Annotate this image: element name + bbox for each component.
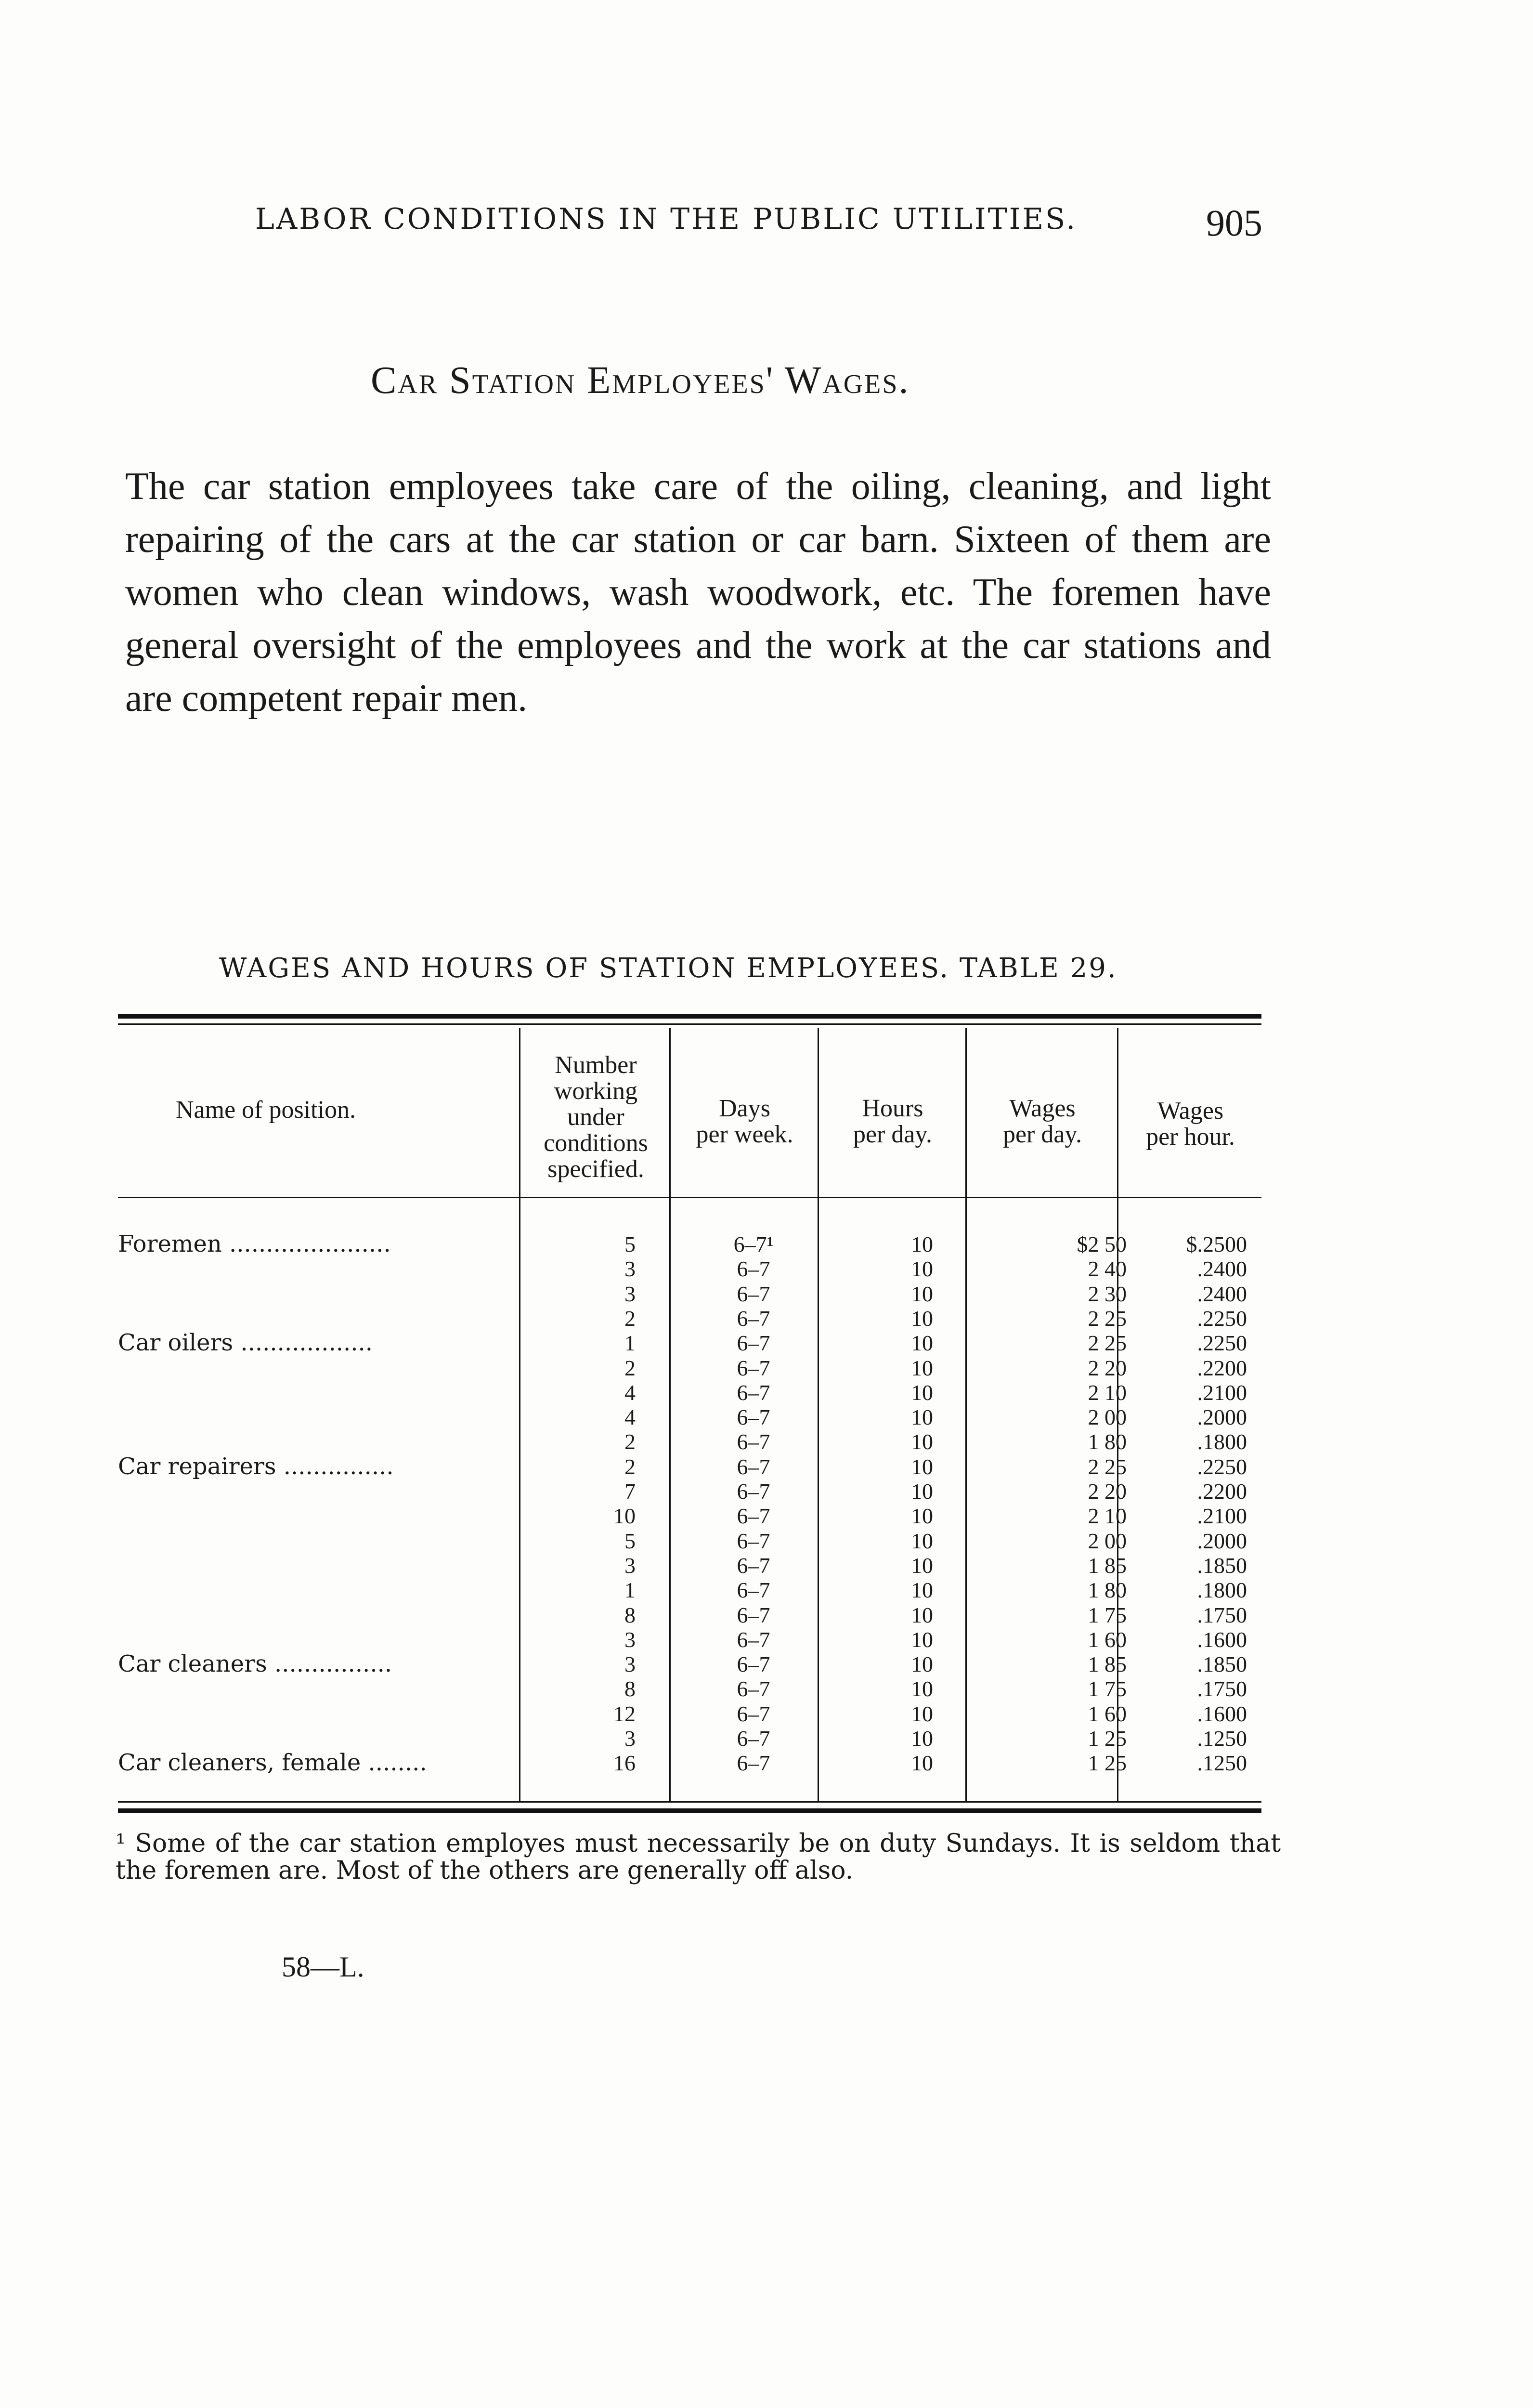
wages-per-hour-cell: .1750: [1197, 1676, 1247, 1701]
page-number: 905: [1206, 202, 1262, 244]
table-title: WAGES AND HOURS OF STATION EMPLOYEES. TABLE 29.: [219, 953, 1117, 984]
header-line: Wages: [1009, 1095, 1076, 1122]
table-row: [0, 1553, 1533, 1578]
number-working-cell: 3: [624, 1553, 636, 1578]
wages-per-day-cell: 1 85: [1088, 1553, 1127, 1578]
wages-per-hour-cell: $.2500: [1186, 1232, 1247, 1256]
days-per-week-cell: 6–7: [737, 1429, 770, 1454]
table-row: [0, 1429, 1533, 1454]
hours-per-day-cell: 10: [911, 1553, 933, 1578]
number-working-cell: 3: [624, 1652, 636, 1677]
wages-per-day-cell: 2 25: [1088, 1454, 1127, 1479]
table-row: [0, 1232, 1533, 1256]
table-row: [0, 1504, 1533, 1528]
wages-per-day-cell: 1 75: [1088, 1602, 1127, 1627]
days-per-week-cell: 6–7: [737, 1751, 770, 1776]
header-line: per day.: [853, 1121, 933, 1148]
wages-per-hour-cell: .1250: [1197, 1726, 1247, 1751]
wages-per-day-cell: 1 85: [1088, 1652, 1127, 1677]
hours-per-day-cell: 10: [911, 1232, 933, 1256]
days-per-week-cell: 6–7: [737, 1331, 770, 1356]
number-working-cell: 2: [624, 1429, 636, 1454]
number-working-cell: 10: [613, 1504, 636, 1529]
wages-per-hour-cell: .2000: [1197, 1405, 1247, 1430]
header-line: specified.: [547, 1155, 644, 1183]
days-per-week-cell: 6–7: [737, 1306, 770, 1331]
hours-per-day-cell: 10: [911, 1528, 933, 1553]
number-working-cell: 3: [624, 1726, 636, 1751]
hours-per-day-cell: 10: [911, 1602, 933, 1627]
header-line: per hour.: [1146, 1123, 1235, 1151]
wages-per-hour-cell: .1800: [1197, 1429, 1247, 1454]
days-per-week-cell: 6–7: [737, 1380, 770, 1405]
table-row: [0, 1627, 1533, 1652]
wages-per-day-cell: 2 20: [1088, 1479, 1127, 1504]
hours-per-day-cell: 10: [911, 1355, 933, 1380]
wages-per-hour-cell: .1800: [1197, 1578, 1247, 1603]
wages-per-hour-cell: .1600: [1197, 1701, 1247, 1726]
table-row: [0, 1578, 1533, 1602]
position-name-cell: Car cleaners ................: [118, 1650, 392, 1678]
table-bottom-rule-thick: [118, 1808, 1261, 1813]
number-working-cell: 5: [624, 1528, 636, 1553]
number-working-cell: 3: [624, 1281, 636, 1306]
header-line: under: [567, 1103, 624, 1131]
number-working-cell: 4: [624, 1380, 636, 1405]
days-per-week-cell: 6–7: [737, 1281, 770, 1306]
wages-per-hour-cell: .2200: [1197, 1479, 1247, 1504]
days-per-week-cell: 6–7: [737, 1256, 770, 1282]
wages-per-hour-cell: .2250: [1197, 1331, 1247, 1356]
table-top-rule-thin: [118, 1023, 1261, 1025]
hours-per-day-cell: 10: [911, 1256, 933, 1282]
hours-per-day-cell: 10: [911, 1676, 933, 1701]
table-row: [0, 1652, 1533, 1676]
days-per-week-cell: 6–7: [737, 1553, 770, 1578]
hours-per-day-cell: 10: [911, 1429, 933, 1454]
wages-per-day-cell: 2 30: [1088, 1281, 1127, 1306]
wages-per-hour-cell: .2000: [1197, 1528, 1247, 1553]
days-per-week-cell: 6–7: [737, 1726, 770, 1751]
hours-per-day-cell: 10: [911, 1479, 933, 1504]
number-working-cell: 12: [613, 1701, 636, 1726]
number-working-cell: 16: [613, 1751, 636, 1776]
header-line: Wages: [1157, 1097, 1224, 1125]
hours-per-day-cell: 10: [911, 1405, 933, 1430]
footnote: ¹ Some of the car station employes must necessarily be on duty Sundays. It is seldom that the foremen are. Most of the others are generally off also.: [116, 1829, 1281, 1885]
wages-per-day-cell: 1 25: [1088, 1751, 1127, 1776]
hours-per-day-cell: 10: [911, 1306, 933, 1331]
position-name-cell: Car oilers ..................: [118, 1329, 373, 1357]
table-row: [0, 1603, 1533, 1627]
table-row: [0, 1751, 1533, 1775]
wages-per-hour-cell: .2200: [1197, 1355, 1247, 1380]
wages-per-day-cell: 1 25: [1088, 1726, 1127, 1751]
hours-per-day-cell: 10: [911, 1454, 933, 1479]
table-row: [0, 1701, 1533, 1726]
days-per-week-cell: 6–7: [737, 1405, 770, 1430]
header-name-of-position: Name of position.: [176, 1096, 356, 1124]
position-name-cell: Foremen ......................: [118, 1230, 391, 1257]
header-line: per day.: [1002, 1121, 1082, 1148]
wages-per-day-cell: 1 60: [1088, 1701, 1127, 1726]
wages-per-day-cell: 1 60: [1088, 1627, 1127, 1652]
header-line: Hours: [862, 1095, 923, 1122]
wages-per-day-cell: 2 40: [1088, 1256, 1127, 1282]
hours-per-day-cell: 10: [911, 1627, 933, 1652]
wages-per-day-cell: 2 25: [1088, 1331, 1127, 1356]
hours-per-day-cell: 10: [911, 1751, 933, 1776]
header-bottom-rule: [118, 1197, 1261, 1198]
wages-per-hour-cell: .1850: [1197, 1553, 1247, 1578]
wages-per-day-cell: $2 50: [1077, 1232, 1127, 1256]
hours-per-day-cell: 10: [911, 1652, 933, 1677]
wages-per-day-cell: 2 10: [1088, 1380, 1127, 1405]
table-row: [0, 1479, 1533, 1504]
days-per-week-cell: 6–7: [737, 1652, 770, 1677]
days-per-week-cell: 6–7: [737, 1355, 770, 1380]
header-line: conditions: [544, 1129, 648, 1157]
table-top-rule-thick: [118, 1014, 1261, 1019]
section-title: Car Station Employees' Wages.: [371, 359, 910, 402]
table-row: [0, 1676, 1533, 1701]
header-line: per week.: [696, 1121, 793, 1148]
wages-per-hour-cell: .2100: [1197, 1504, 1247, 1529]
table-row: [0, 1380, 1533, 1405]
position-name-cell: Car cleaners, female ........: [118, 1749, 427, 1777]
days-per-week-cell: 6–7: [737, 1528, 770, 1553]
hours-per-day-cell: 10: [911, 1578, 933, 1603]
number-working-cell: 4: [624, 1405, 636, 1430]
position-name-cell: Car repairers ...............: [118, 1453, 394, 1480]
wages-per-day-cell: 2 10: [1088, 1504, 1127, 1529]
body-paragraph: The car station employees take care of the oiling, cleaning, and light repairing of the cars at the car station or car barn. Sixteen of them are women who clean windows, wash woodwork, etc. The foremen have general oversight of the employees and the work at the car stations and are competent repair men.: [125, 465, 1271, 720]
hours-per-day-cell: 10: [911, 1726, 933, 1751]
hours-per-day-cell: 10: [911, 1504, 933, 1529]
wages-per-hour-cell: .1850: [1197, 1652, 1247, 1677]
hours-per-day-cell: 10: [911, 1281, 933, 1306]
wages-per-hour-cell: .1250: [1197, 1751, 1247, 1776]
table-row: [0, 1726, 1533, 1751]
table-row: [0, 1306, 1533, 1331]
days-per-week-cell: 6–7: [737, 1504, 770, 1529]
wages-per-day-cell: 1 80: [1088, 1578, 1127, 1603]
days-per-week-cell: 6–7: [737, 1454, 770, 1479]
header-line: working: [554, 1077, 638, 1105]
days-per-week-cell: 6–7: [737, 1479, 770, 1504]
header-wages-per-hour: [1119, 1098, 1261, 1150]
wages-per-hour-cell: .2250: [1197, 1454, 1247, 1479]
table-row: [0, 1331, 1533, 1355]
number-working-cell: 5: [624, 1232, 636, 1256]
header-hours-per-day: [820, 1096, 965, 1148]
header-line: Number: [555, 1051, 637, 1079]
wages-per-hour-cell: .1600: [1197, 1627, 1247, 1652]
table-row: [0, 1529, 1533, 1553]
number-working-cell: 8: [624, 1676, 636, 1701]
table-row: [0, 1454, 1533, 1479]
header-line: Days: [719, 1095, 770, 1122]
number-working-cell: 7: [624, 1479, 636, 1504]
wages-per-day-cell: 1 80: [1088, 1429, 1127, 1454]
days-per-week-cell: 6–7: [737, 1627, 770, 1652]
wages-per-hour-cell: .2400: [1197, 1281, 1247, 1306]
number-working-cell: 3: [624, 1256, 636, 1282]
wages-per-hour-cell: .2250: [1197, 1306, 1247, 1331]
header-number-working: [522, 1052, 669, 1182]
hours-per-day-cell: 10: [911, 1701, 933, 1726]
wages-per-hour-cell: .2100: [1197, 1380, 1247, 1405]
number-working-cell: 3: [624, 1627, 636, 1652]
table-row: [0, 1405, 1533, 1429]
days-per-week-cell: 6–7: [737, 1701, 770, 1726]
table-bottom-rule-thin: [118, 1801, 1261, 1803]
header-wages-per-day: [968, 1096, 1117, 1148]
header-days-per-week: [672, 1096, 818, 1148]
wages-per-hour-cell: .1750: [1197, 1602, 1247, 1627]
number-working-cell: 2: [624, 1306, 636, 1331]
wages-per-day-cell: 2 00: [1088, 1405, 1127, 1430]
days-per-week-cell: 6–7: [737, 1578, 770, 1603]
wages-per-day-cell: 2 00: [1088, 1528, 1127, 1553]
hours-per-day-cell: 10: [911, 1331, 933, 1356]
table-row: [0, 1256, 1533, 1281]
wages-per-day-cell: 2 20: [1088, 1355, 1127, 1380]
table-row: [0, 1356, 1533, 1380]
table-row: [0, 1282, 1533, 1306]
number-working-cell: 2: [624, 1454, 636, 1479]
number-working-cell: 2: [624, 1355, 636, 1380]
days-per-week-cell: 6–7: [737, 1676, 770, 1701]
days-per-week-cell: 6–7¹: [733, 1232, 774, 1256]
wages-per-day-cell: 2 25: [1088, 1306, 1127, 1331]
days-per-week-cell: 6–7: [737, 1602, 770, 1627]
wages-per-day-cell: 1 75: [1088, 1676, 1127, 1701]
wages-per-hour-cell: .2400: [1197, 1256, 1247, 1282]
number-working-cell: 1: [624, 1578, 636, 1603]
number-working-cell: 1: [624, 1331, 636, 1356]
signature-mark: 58—L.: [282, 1951, 364, 1983]
hours-per-day-cell: 10: [911, 1380, 933, 1405]
number-working-cell: 8: [624, 1602, 636, 1627]
running-title: LABOR CONDITIONS IN THE PUBLIC UTILITIES.: [255, 202, 1078, 236]
